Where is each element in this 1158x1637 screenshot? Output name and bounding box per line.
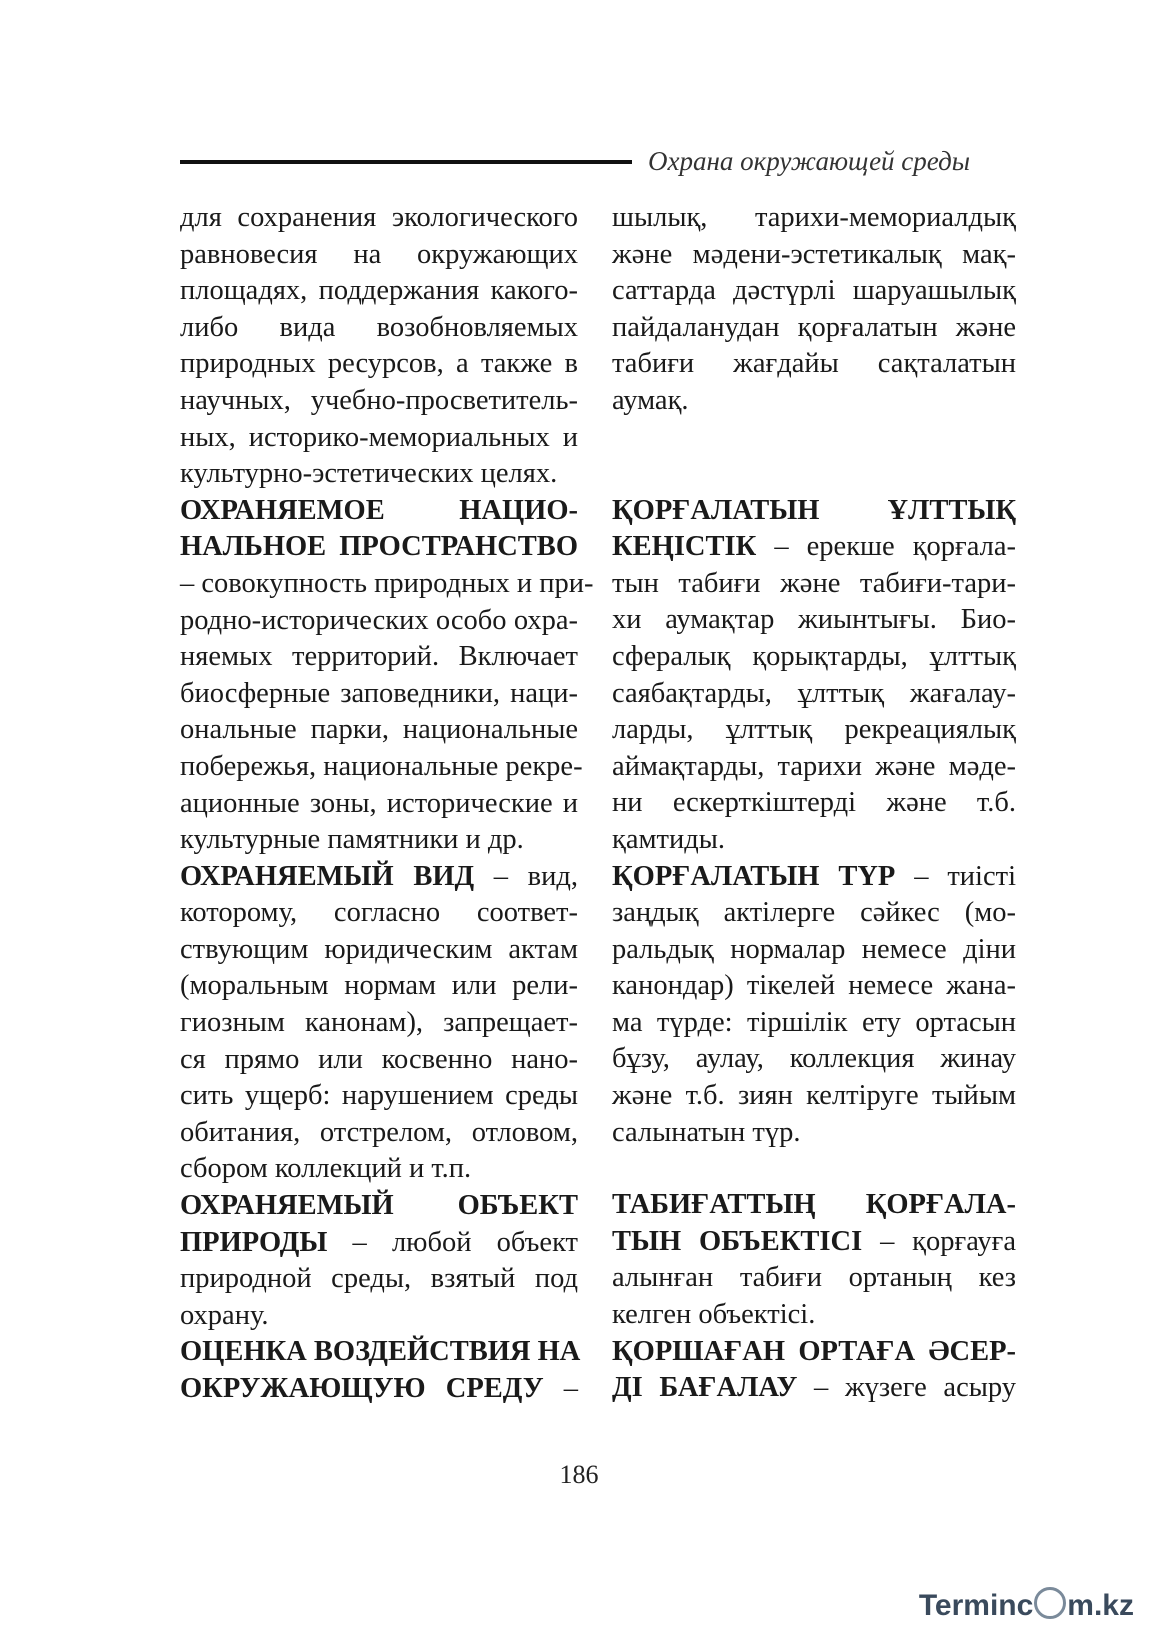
text-line: ационные зоны, исторические и	[180, 787, 578, 819]
text-line: ма түрде: тіршілік ету ортасын	[612, 1006, 1016, 1038]
glossary-entry-kz-protected-national-space	[612, 493, 1016, 859]
page-number: 186	[559, 1460, 599, 1489]
entry-definition-start: – любой объект	[327, 1226, 578, 1258]
glossary-entry-environmental-impact-assessment	[180, 1334, 581, 1407]
entry-term: ДІ БАҒАЛАУ	[612, 1372, 798, 1404]
entry-term: ТЫН ОБЪЕКТІСІ	[612, 1225, 863, 1257]
text-line: родно-исторических особо охра-	[180, 604, 578, 636]
text-line: және т.б. зиян келтіруге тыйым	[612, 1080, 1016, 1112]
text-line: равновесия на окружающих	[180, 238, 578, 270]
glossary-entry-kz-protected-species	[612, 859, 1016, 1152]
entry-term: ТАБИҒАТТЫҢ ҚОРҒАЛА-	[612, 1189, 1016, 1221]
text-line: келген объектісі.	[612, 1299, 816, 1331]
text-line: которому, согласно соответ-	[180, 897, 578, 929]
text-line: саябақтарды, ұлттық жағалау-	[612, 677, 1016, 709]
text-line	[612, 1370, 1016, 1407]
entry-term: ОХРАНЯЕМОЕ НАЦИО-	[180, 494, 578, 526]
entry-definition-start: – тиісті	[895, 860, 1016, 892]
text-line: ларды, ұлттық рекреациялық	[612, 714, 1016, 746]
entry-term: ОКРУЖАЮЩУЮ СРЕДУ	[180, 1373, 544, 1404]
text-line: алынған табиғи ортаның кез	[612, 1262, 1016, 1294]
text-line: сить ущерб: нарушением среды	[180, 1080, 578, 1112]
entry-definition-start: – қорғауға	[862, 1225, 1016, 1257]
glossary-entry-protected-species	[180, 859, 578, 1188]
text-line	[180, 859, 578, 896]
watermark-text-end: m.kz	[1067, 1589, 1134, 1622]
left-paragraph-continuation	[180, 200, 578, 493]
header-rule	[180, 160, 632, 164]
glossary-entry-protected-national-space	[180, 493, 594, 859]
text-line: культурно-эстетических целях.	[180, 458, 558, 490]
glossary-entry-protected-natural-object	[180, 1188, 578, 1334]
text-line	[612, 859, 1016, 896]
text-line: канондар) тікелей немесе жана-	[612, 970, 1016, 1002]
left-column	[180, 200, 594, 1408]
right-column	[612, 200, 1016, 1407]
text-line: табиғи жағдайы сақталатын	[612, 348, 1016, 380]
text-line: природной среды, взятый под	[180, 1263, 578, 1295]
text-line: бұзу, аулау, коллекция жинау	[612, 1043, 1016, 1075]
glossary-entry-kz-protected-natural-object	[612, 1187, 1016, 1333]
entry-definition-start: – вид,	[474, 860, 579, 892]
entry-term: ОЦЕНКА ВОЗДЕЙСТВИЯ НА	[180, 1336, 581, 1368]
text-line: тын табиғи және табиғи-тари-	[612, 567, 1016, 599]
text-line: (моральным нормам или рели-	[180, 970, 578, 1002]
entry-term: ҚОРҒАЛАТЫН ТҮР	[612, 860, 896, 892]
magnifier-logo-icon	[1034, 1587, 1066, 1619]
text-line: ни ескерткіштерді және т.б.	[612, 787, 1016, 819]
text-line: – совокупность природных и при-	[180, 567, 594, 599]
text-line: научных, учебно-просветитель-	[180, 384, 578, 416]
text-line: ных, историко-мемориальных и	[180, 421, 578, 453]
entry-term: ҚОРҒАЛАТЫН ҰЛТТЫҚ	[612, 494, 1016, 526]
glossary-entry-kz-environmental-impact-assessment	[612, 1334, 1016, 1407]
text-line	[180, 1225, 578, 1262]
text-line	[612, 529, 1016, 566]
text-line: природных ресурсов, а также в	[180, 348, 578, 380]
text-line: шылық, тарихи-мемориалдық	[612, 202, 1016, 233]
entry-definition-start: –	[543, 1373, 578, 1404]
text-line: охрану.	[180, 1299, 269, 1331]
text-line: сбором коллекций и т.п.	[180, 1153, 472, 1185]
text-line: ональные парки, национальные	[180, 714, 578, 746]
text-line: аумақ.	[612, 384, 689, 416]
text-line	[612, 1224, 1016, 1261]
entry-definition-start: – ерекше қорғала-	[756, 531, 1016, 563]
entry-term: ОХРАНЯЕМЫЙ ОБЪЕКТ	[180, 1190, 578, 1222]
text-line: ральдық нормалар немесе діни	[612, 933, 1016, 965]
text-line: побережья, национальные рекре-	[180, 750, 583, 782]
text-line: және мәдени-эстетикалық мақ-	[612, 238, 1016, 270]
text-line: заңдық актілерге сәйкес (мо-	[612, 897, 1016, 929]
text-line	[180, 1371, 578, 1408]
site-watermark-logo	[919, 1587, 1134, 1623]
running-header-title: Охрана окружающей среды	[648, 146, 971, 176]
text-line: салынатын түр.	[612, 1116, 801, 1148]
text-line: обитания, отстрелом, отловом,	[180, 1116, 578, 1148]
text-line: ся прямо или косвенно нано-	[180, 1043, 578, 1075]
text-line: либо вида возобновляемых	[180, 311, 578, 343]
entry-definition-start: – жүзеге асыру	[797, 1372, 1016, 1404]
text-line: для сохранения экологического	[180, 202, 578, 233]
entry-term: ОХРАНЯЕМЫЙ ВИД	[180, 860, 475, 892]
entry-term: ҚОРШАҒАН ОРТАҒА ӘСЕР-	[612, 1335, 1016, 1367]
text-line: қамтиды.	[612, 823, 726, 855]
watermark-text-start: Terminc	[918, 1589, 1034, 1622]
entry-term: НАЛЬНОЕ ПРОСТРАНСТВО	[180, 531, 578, 563]
text-line: хи аумақтар жиынтығы. Био-	[612, 604, 1016, 636]
text-line: сфералық қорықтарды, ұлттық	[612, 640, 1016, 672]
text-line: культурные памятники и др.	[180, 824, 524, 856]
text-line: ствующим юридическим актам	[180, 933, 578, 965]
entry-term: КЕҢІСТІК	[612, 531, 757, 563]
text-line: няемых территорий. Включает	[180, 641, 578, 673]
entry-term: ПРИРОДЫ	[180, 1226, 328, 1258]
text-line: пайдаланудан қорғалатын және	[612, 311, 1016, 343]
right-paragraph-continuation	[612, 200, 1016, 420]
text-line: биосферные заповедники, наци-	[180, 677, 578, 709]
text-line: площадях, поддержания какого-	[180, 275, 578, 307]
text-line: саттарда дәстүрлі шаруашылық	[612, 275, 1016, 307]
text-line: аймақтарды, тарихи және мәде-	[612, 750, 1016, 782]
text-line: гиозным канонам), запрещает-	[180, 1007, 578, 1039]
